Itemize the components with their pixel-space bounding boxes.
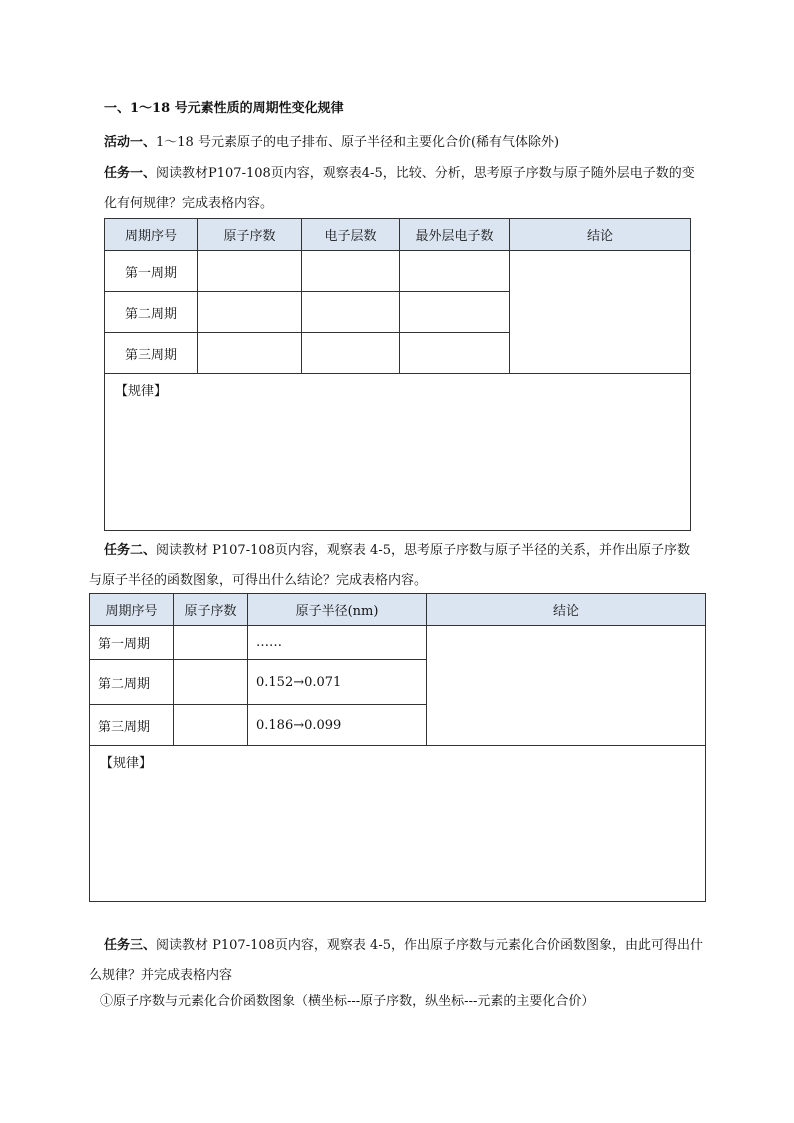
t1-rule-cell[interactable] (105, 374, 691, 531)
task2-text-2: 与原子半径的函数图象，可得出什么结论？完成表格内容。 (89, 573, 428, 588)
section-title: 一、1～18 号元素性质的周期性变化规律 (104, 101, 344, 116)
t1-header-period: 周期序号 (105, 219, 198, 251)
task1-table (104, 218, 691, 531)
task2-text-1: 阅读教材 P107-108页内容，观察表 4-5，思考原子序数与原子半径的关系，并作出原子序数 (156, 543, 690, 558)
t1-period-3: 第三周期 (105, 333, 198, 374)
t1-rule-label: 【规律】 (115, 384, 168, 399)
t1-period-2: 第二周期 (105, 292, 198, 333)
task1-line1 (104, 162, 695, 181)
activity1-text: 1～18 号元素原子的电子排布、原子半径和主要化合价(稀有气体除外) (156, 135, 560, 150)
t2-rule-cell[interactable] (90, 746, 706, 902)
t2-period-2: 第二周期 (90, 660, 174, 705)
t1-atomic-number-cell[interactable] (198, 333, 302, 374)
t2-conclusion-cell[interactable] (427, 626, 706, 746)
t2-header-atomic-number: 原子序数 (174, 594, 248, 626)
task2-table (89, 593, 706, 902)
t2-radius-3: 0.186→0.099 (248, 705, 427, 746)
t1-header-shells: 电子层数 (302, 219, 400, 251)
task1-text-1: 阅读教材P107-108页内容，观察表4-5，比较、分析，思考原子序数与原子随外层电子数的变 (156, 166, 695, 181)
t1-period-1: 第一周期 (105, 251, 198, 292)
t1-atomic-number-cell[interactable] (198, 292, 302, 333)
t2-header-conclusion: 结论 (427, 594, 706, 626)
t1-atomic-number-cell[interactable] (198, 251, 302, 292)
t1-shells-cell[interactable] (302, 333, 400, 374)
t2-atomic-number-cell[interactable] (174, 705, 248, 746)
t2-header-period: 周期序号 (90, 594, 174, 626)
task3-text-2: 么规律？并完成表格内容 (89, 968, 233, 983)
t1-outer-electrons-cell[interactable] (400, 251, 510, 292)
t1-header-atomic-number: 原子序数 (198, 219, 302, 251)
t1-header-outer-electrons: 最外层电子数 (400, 219, 510, 251)
t2-atomic-number-cell[interactable] (174, 660, 248, 705)
t1-shells-cell[interactable] (302, 251, 400, 292)
t1-conclusion-cell[interactable] (510, 251, 691, 374)
t2-radius-2: 0.152→0.071 (248, 660, 427, 705)
t1-shells-cell[interactable] (302, 292, 400, 333)
t1-outer-electrons-cell[interactable] (400, 292, 510, 333)
task3-text-1: 阅读教材 P107-108页内容，观察表 4-5，作出原子序数与元素化合价函数图象，由此可得出什 (156, 938, 703, 953)
task1-label: 任务一、 (104, 166, 157, 181)
task3-line1 (104, 934, 703, 953)
task2-label: 任务二、 (104, 543, 157, 558)
t2-header-radius: 原子半径(nm) (248, 594, 427, 626)
t2-atomic-number-cell[interactable] (174, 626, 248, 660)
t2-radius-1: …… (248, 626, 427, 660)
task3-item1: ①原子序数与元素化合价函数图象（横坐标---原子序数，纵坐标---元素的主要化合价） (100, 994, 595, 1009)
task3-label: 任务三、 (104, 938, 157, 953)
t2-period-1: 第一周期 (90, 626, 174, 660)
activity1-label: 活动一、 (104, 135, 157, 150)
activity1-line (104, 131, 559, 150)
table-row (90, 626, 706, 660)
t2-rule-label: 【规律】 (100, 756, 153, 771)
task1-text-2: 化有何规律？完成表格内容。 (104, 196, 274, 211)
task2-line1 (104, 539, 690, 558)
table-row (105, 251, 691, 292)
t2-period-3: 第三周期 (90, 705, 174, 746)
t1-header-conclusion: 结论 (510, 219, 691, 251)
t1-outer-electrons-cell[interactable] (400, 333, 510, 374)
